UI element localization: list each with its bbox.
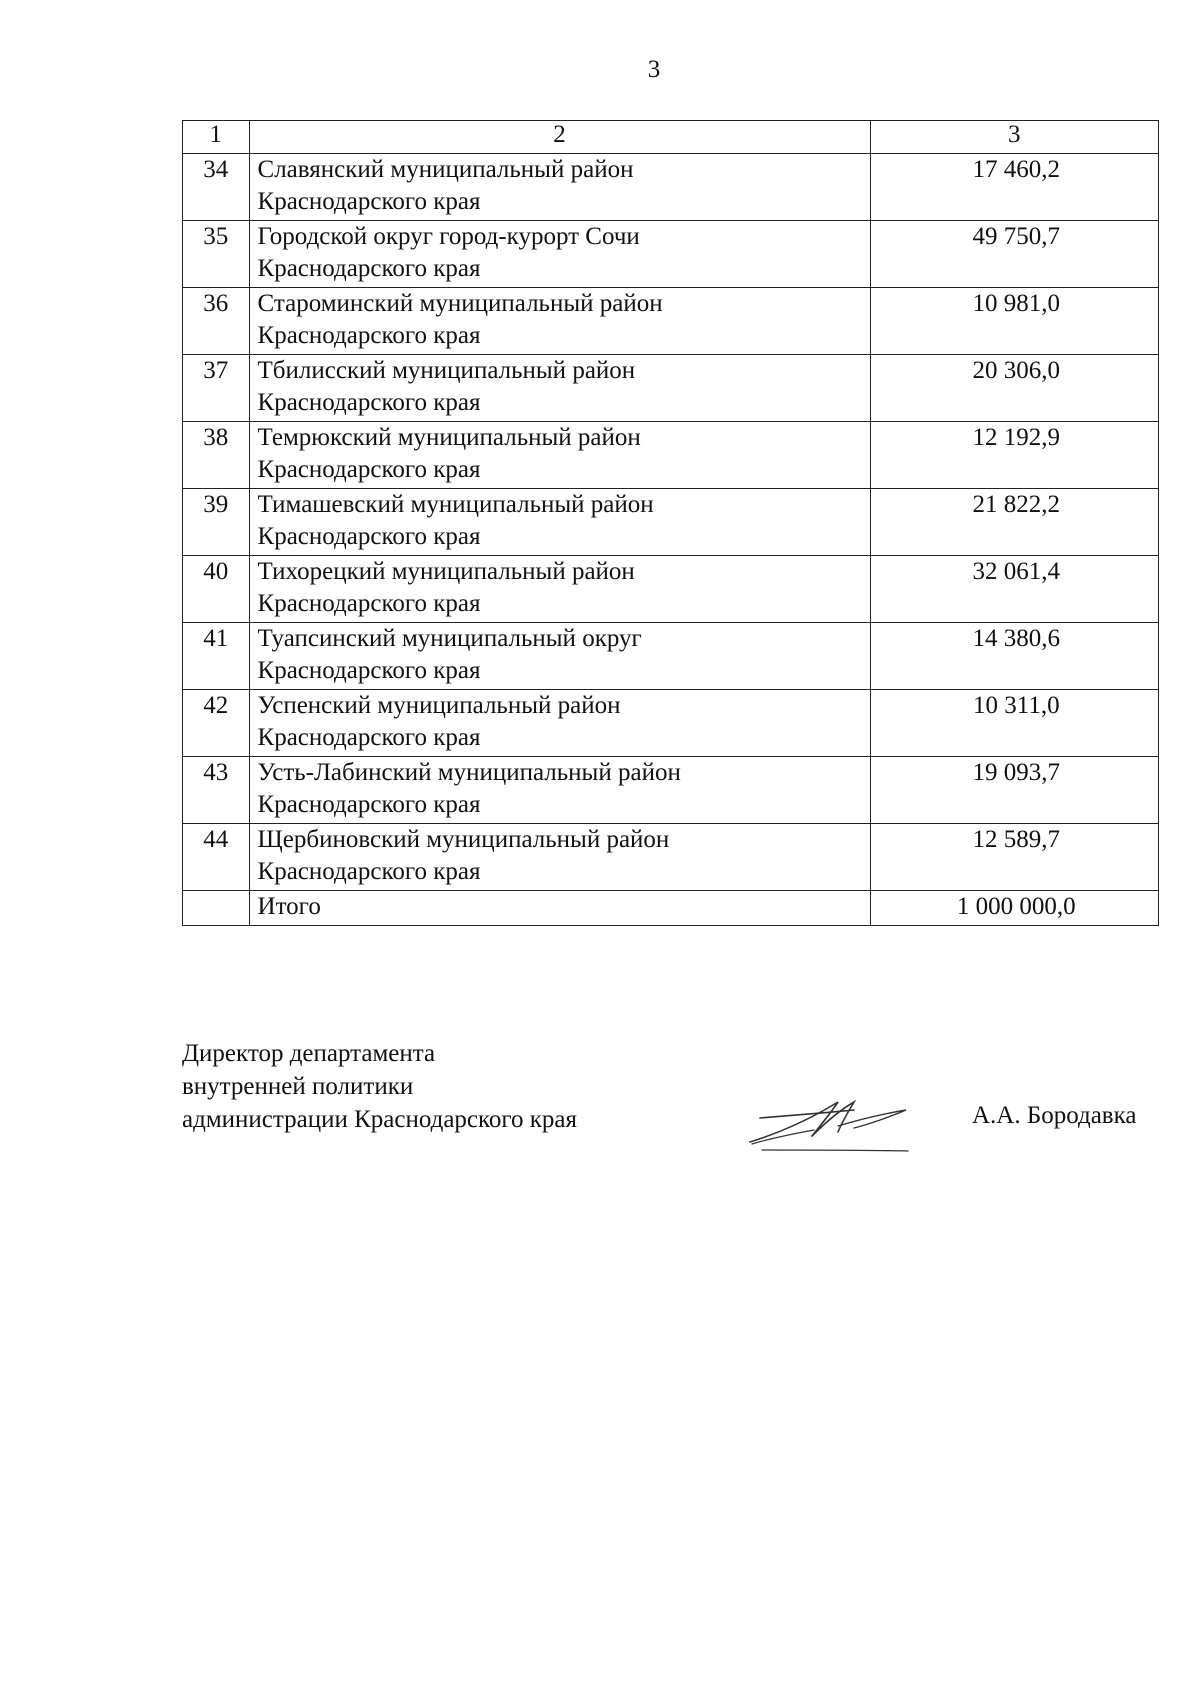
row-name xyxy=(249,623,870,690)
row-name-line1: Туапсинский муниципальный округ xyxy=(257,625,642,652)
row-number: 35 xyxy=(183,221,250,288)
row-name-line1: Городской округ город-курорт Сочи xyxy=(257,223,640,250)
row-name-line1: Успенский муниципальный район xyxy=(257,692,621,719)
row-name-line1: Тбилисский муниципальный район xyxy=(257,357,636,384)
row-name-line2: Краснодарского края xyxy=(257,389,481,416)
row-value-cell xyxy=(870,288,1158,355)
total-value-cell xyxy=(870,891,1158,926)
row-value-cell xyxy=(870,422,1158,489)
header-cell-value: 3 xyxy=(870,121,1158,154)
row-number: 37 xyxy=(183,355,250,422)
row-number: 38 xyxy=(183,422,250,489)
table-row xyxy=(183,154,1159,221)
row-name-line2: Краснодарского края xyxy=(257,791,481,818)
row-value-cell xyxy=(870,221,1158,288)
row-number: 42 xyxy=(183,690,250,757)
row-name xyxy=(249,288,870,355)
row-name-line2: Краснодарского края xyxy=(257,657,481,684)
row-value-cell xyxy=(870,154,1158,221)
row-value-cell xyxy=(870,489,1158,556)
row-number: 34 xyxy=(183,154,250,221)
row-number: 43 xyxy=(183,757,250,824)
row-number: 44 xyxy=(183,824,250,891)
row-name-line2: Краснодарского края xyxy=(257,590,481,617)
row-value-cell xyxy=(870,824,1158,891)
row-name-line1: Староминский муниципальный район xyxy=(257,290,663,317)
row-name-line1: Тихорецкий муниципальный район xyxy=(257,558,635,585)
page-number: 3 xyxy=(647,56,661,83)
row-name xyxy=(249,422,870,489)
row-name-line2: Краснодарского края xyxy=(257,858,481,885)
header-cell-num: 1 xyxy=(183,121,250,154)
table-row xyxy=(183,690,1159,757)
table-header-row xyxy=(183,121,1159,154)
row-name-line1: Славянский муниципальный район xyxy=(257,156,634,183)
row-value: 12 589,7 xyxy=(972,826,1061,853)
table-row xyxy=(183,824,1159,891)
row-name xyxy=(249,757,870,824)
row-value-cell xyxy=(870,623,1158,690)
row-value: 14 380,6 xyxy=(972,625,1061,652)
table-row xyxy=(183,422,1159,489)
header-cell-name: 2 xyxy=(249,121,870,154)
row-name xyxy=(249,690,870,757)
handwritten-signature xyxy=(742,1080,912,1155)
row-name xyxy=(249,556,870,623)
row-value: 32 061,4 xyxy=(972,558,1061,585)
row-value: 21 822,2 xyxy=(972,491,1061,518)
total-number-cell xyxy=(183,891,250,926)
row-value: 49 750,7 xyxy=(972,223,1061,250)
row-name-line2: Краснодарского края xyxy=(257,188,481,215)
allocation-table xyxy=(182,120,1159,926)
row-name-line2: Краснодарского края xyxy=(257,322,481,349)
total-label: Итого xyxy=(249,891,870,926)
table-row xyxy=(183,288,1159,355)
table-row xyxy=(183,355,1159,422)
table-row xyxy=(183,221,1159,288)
signatory-title-line2: внутренней политики xyxy=(182,1073,414,1100)
row-name-line1: Тимашевский муниципальный район xyxy=(257,491,654,518)
total-value: 1 000 000,0 xyxy=(956,893,1076,920)
row-value-cell xyxy=(870,556,1158,623)
row-value: 12 192,9 xyxy=(972,424,1061,451)
row-value: 20 306,0 xyxy=(972,357,1061,384)
table-row xyxy=(183,489,1159,556)
row-value-cell xyxy=(870,690,1158,757)
row-name-line1: Щербиновский муниципальный район xyxy=(257,826,670,853)
row-value-cell xyxy=(870,757,1158,824)
row-value: 19 093,7 xyxy=(972,759,1061,786)
row-name xyxy=(249,489,870,556)
row-name-line1: Усть-Лабинский муниципальный район xyxy=(257,759,681,786)
row-value: 10 981,0 xyxy=(972,290,1061,317)
signer-name: А.А. Бородавка xyxy=(972,1102,1137,1129)
row-value-cell xyxy=(870,355,1158,422)
row-name xyxy=(249,221,870,288)
table-row xyxy=(183,556,1159,623)
row-number: 36 xyxy=(183,288,250,355)
row-number: 39 xyxy=(183,489,250,556)
table-row xyxy=(183,757,1159,824)
row-name xyxy=(249,355,870,422)
row-number: 41 xyxy=(183,623,250,690)
row-number: 40 xyxy=(183,556,250,623)
row-value: 10 311,0 xyxy=(973,692,1060,719)
table-row xyxy=(183,623,1159,690)
signatory-title-line1: Директор департамента xyxy=(182,1040,436,1067)
row-name xyxy=(249,154,870,221)
row-name-line2: Краснодарского края xyxy=(257,523,481,550)
row-name-line2: Краснодарского края xyxy=(257,724,481,751)
row-name-line2: Краснодарского края xyxy=(257,456,481,483)
signatory-title-line3: администрации Краснодарского края xyxy=(182,1106,578,1133)
total-row xyxy=(183,891,1159,926)
row-value: 17 460,2 xyxy=(972,156,1061,183)
row-name-line2: Краснодарского края xyxy=(257,255,481,282)
signatory-title xyxy=(182,1037,577,1136)
row-name-line1: Темрюкский муниципальный район xyxy=(257,424,641,451)
row-name xyxy=(249,824,870,891)
